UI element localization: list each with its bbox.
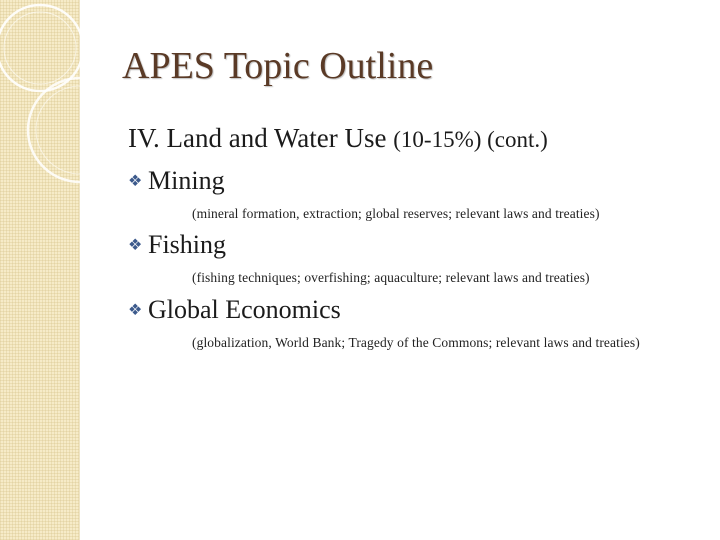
decorative-sidebar xyxy=(0,0,80,540)
outline-item-detail: (fishing techniques; overfishing; aquaculture; relevant laws and treaties) xyxy=(192,270,590,285)
outline-item-detail: (mineral formation, extraction; global reserves; relevant laws and treaties) xyxy=(192,206,600,221)
diamond-bullet-icon: ❖ xyxy=(128,173,143,190)
outline-item-global-economics xyxy=(128,295,341,325)
section-heading xyxy=(128,123,548,154)
slide-title: APES Topic Outline xyxy=(122,45,434,87)
outline-item-detail: (globalization, World Bank; Tragedy of the Commons; relevant laws and treaties) xyxy=(192,335,640,350)
outline-item-label: Mining xyxy=(148,166,225,195)
outline-item-fishing xyxy=(128,230,226,260)
outline-item-label: Global Economics xyxy=(148,295,341,324)
diamond-bullet-icon: ❖ xyxy=(128,237,143,254)
diamond-bullet-icon: ❖ xyxy=(128,302,143,319)
outline-item-label: Fishing xyxy=(148,230,227,259)
section-heading-main: IV. Land and Water Use xyxy=(128,123,394,153)
outline-item-mining xyxy=(128,166,225,196)
section-heading-percentage: (10-15%) (cont.) xyxy=(393,127,548,152)
